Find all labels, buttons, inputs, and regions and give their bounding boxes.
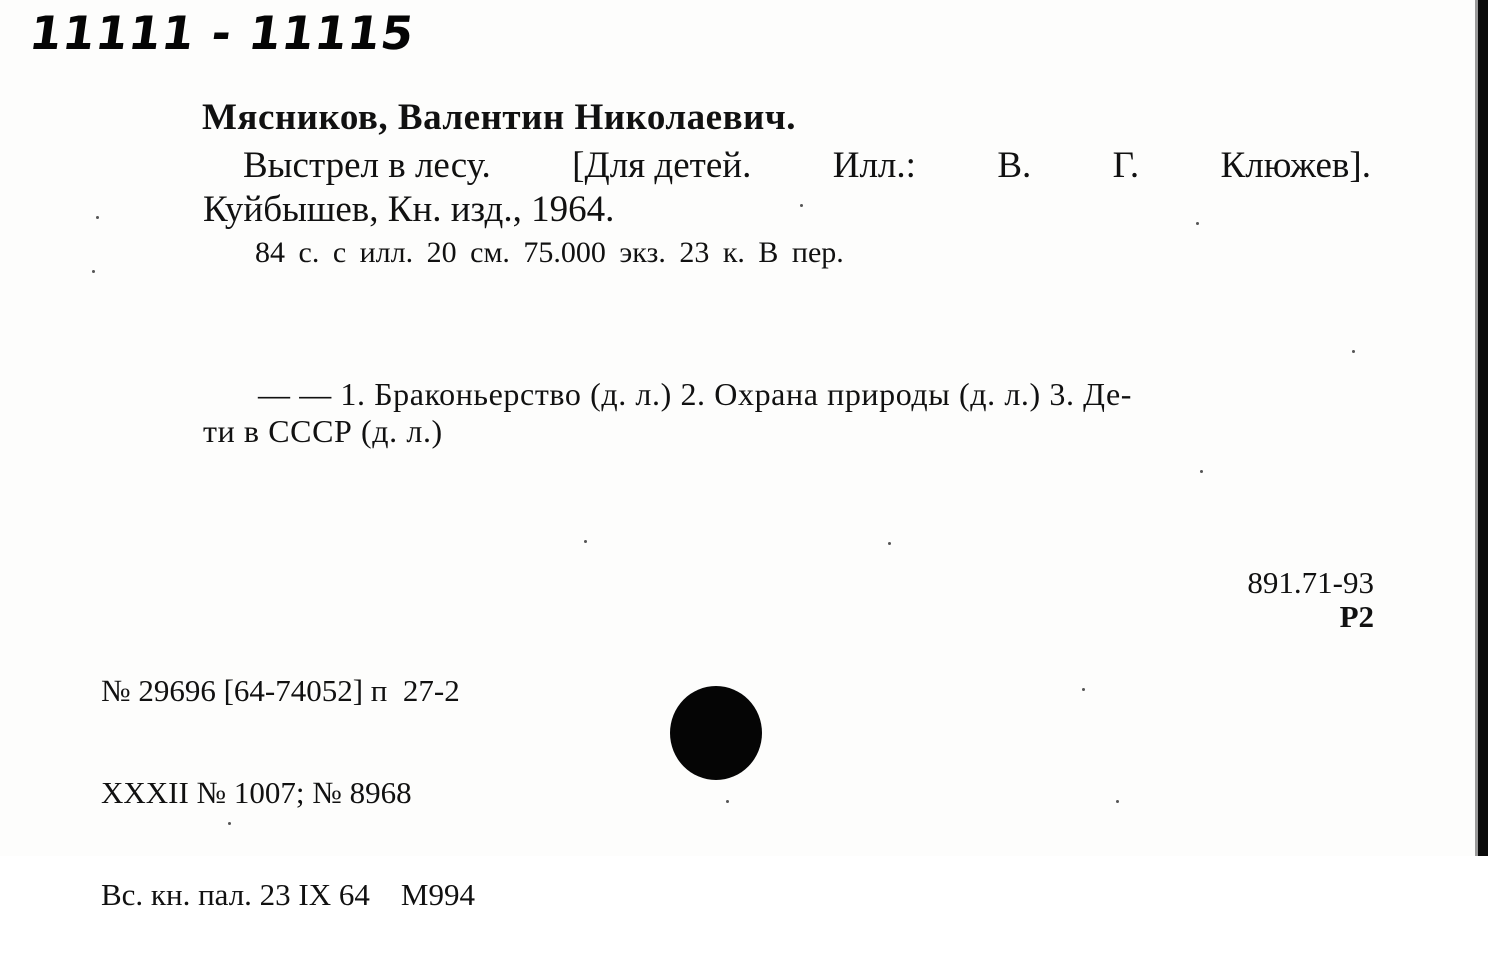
classification-number: 891.71-93 — [1247, 565, 1374, 600]
ink-speck — [584, 540, 587, 543]
ink-speck — [1116, 800, 1119, 803]
illustrator-initial-first: В. — [997, 145, 1032, 186]
subject-line: ти в СССР (д. л.) — [203, 413, 443, 449]
ink-speck — [92, 270, 95, 273]
illustrator-label: Илл.: — [832, 145, 916, 186]
ink-speck — [96, 216, 99, 219]
ink-speck — [888, 542, 891, 545]
registry-info — [101, 606, 475, 980]
physical-description: 84 с. с илл. 20 см. 75.000 экз. 23 к. В пер. — [255, 236, 844, 269]
registry-line: XXXII № 1007; № 8968 — [101, 775, 412, 810]
ink-speck — [1082, 688, 1085, 691]
ink-speck — [800, 204, 803, 207]
imprint: Куйбышев, Кн. изд., 1964. — [203, 189, 615, 230]
title-statement — [243, 144, 1371, 187]
subject-headings — [203, 376, 1371, 450]
punch-hole — [670, 686, 762, 780]
illustrator-surname: Клюжев]. — [1220, 145, 1371, 186]
classification — [1247, 566, 1374, 634]
audience-note: [Для детей. — [572, 145, 752, 186]
ink-speck — [1352, 350, 1355, 353]
ink-speck — [1200, 470, 1203, 473]
ink-speck — [1196, 222, 1199, 225]
ink-speck — [726, 800, 729, 803]
illustrator-initial-patronymic: Г. — [1112, 145, 1140, 186]
author-mark: Р2 — [1339, 599, 1374, 634]
card-edge — [1478, 0, 1488, 856]
book-title: Выстрел в лесу. — [243, 145, 491, 186]
registry-line: № 29696 [64-74052] п 27-2 — [101, 673, 460, 708]
ink-speck — [228, 822, 231, 825]
author-heading: Мясников, Валентин Николаевич. — [202, 97, 796, 138]
handwritten-number-range: 11111 - 11115 — [26, 6, 418, 60]
registry-line: Вс. кн. пал. 23 IX 64 М994 — [101, 877, 475, 912]
subject-line: — — 1. Браконьерство (д. л.) 2. Охрана природы (д. л.) 3. Де- — [258, 376, 1133, 412]
